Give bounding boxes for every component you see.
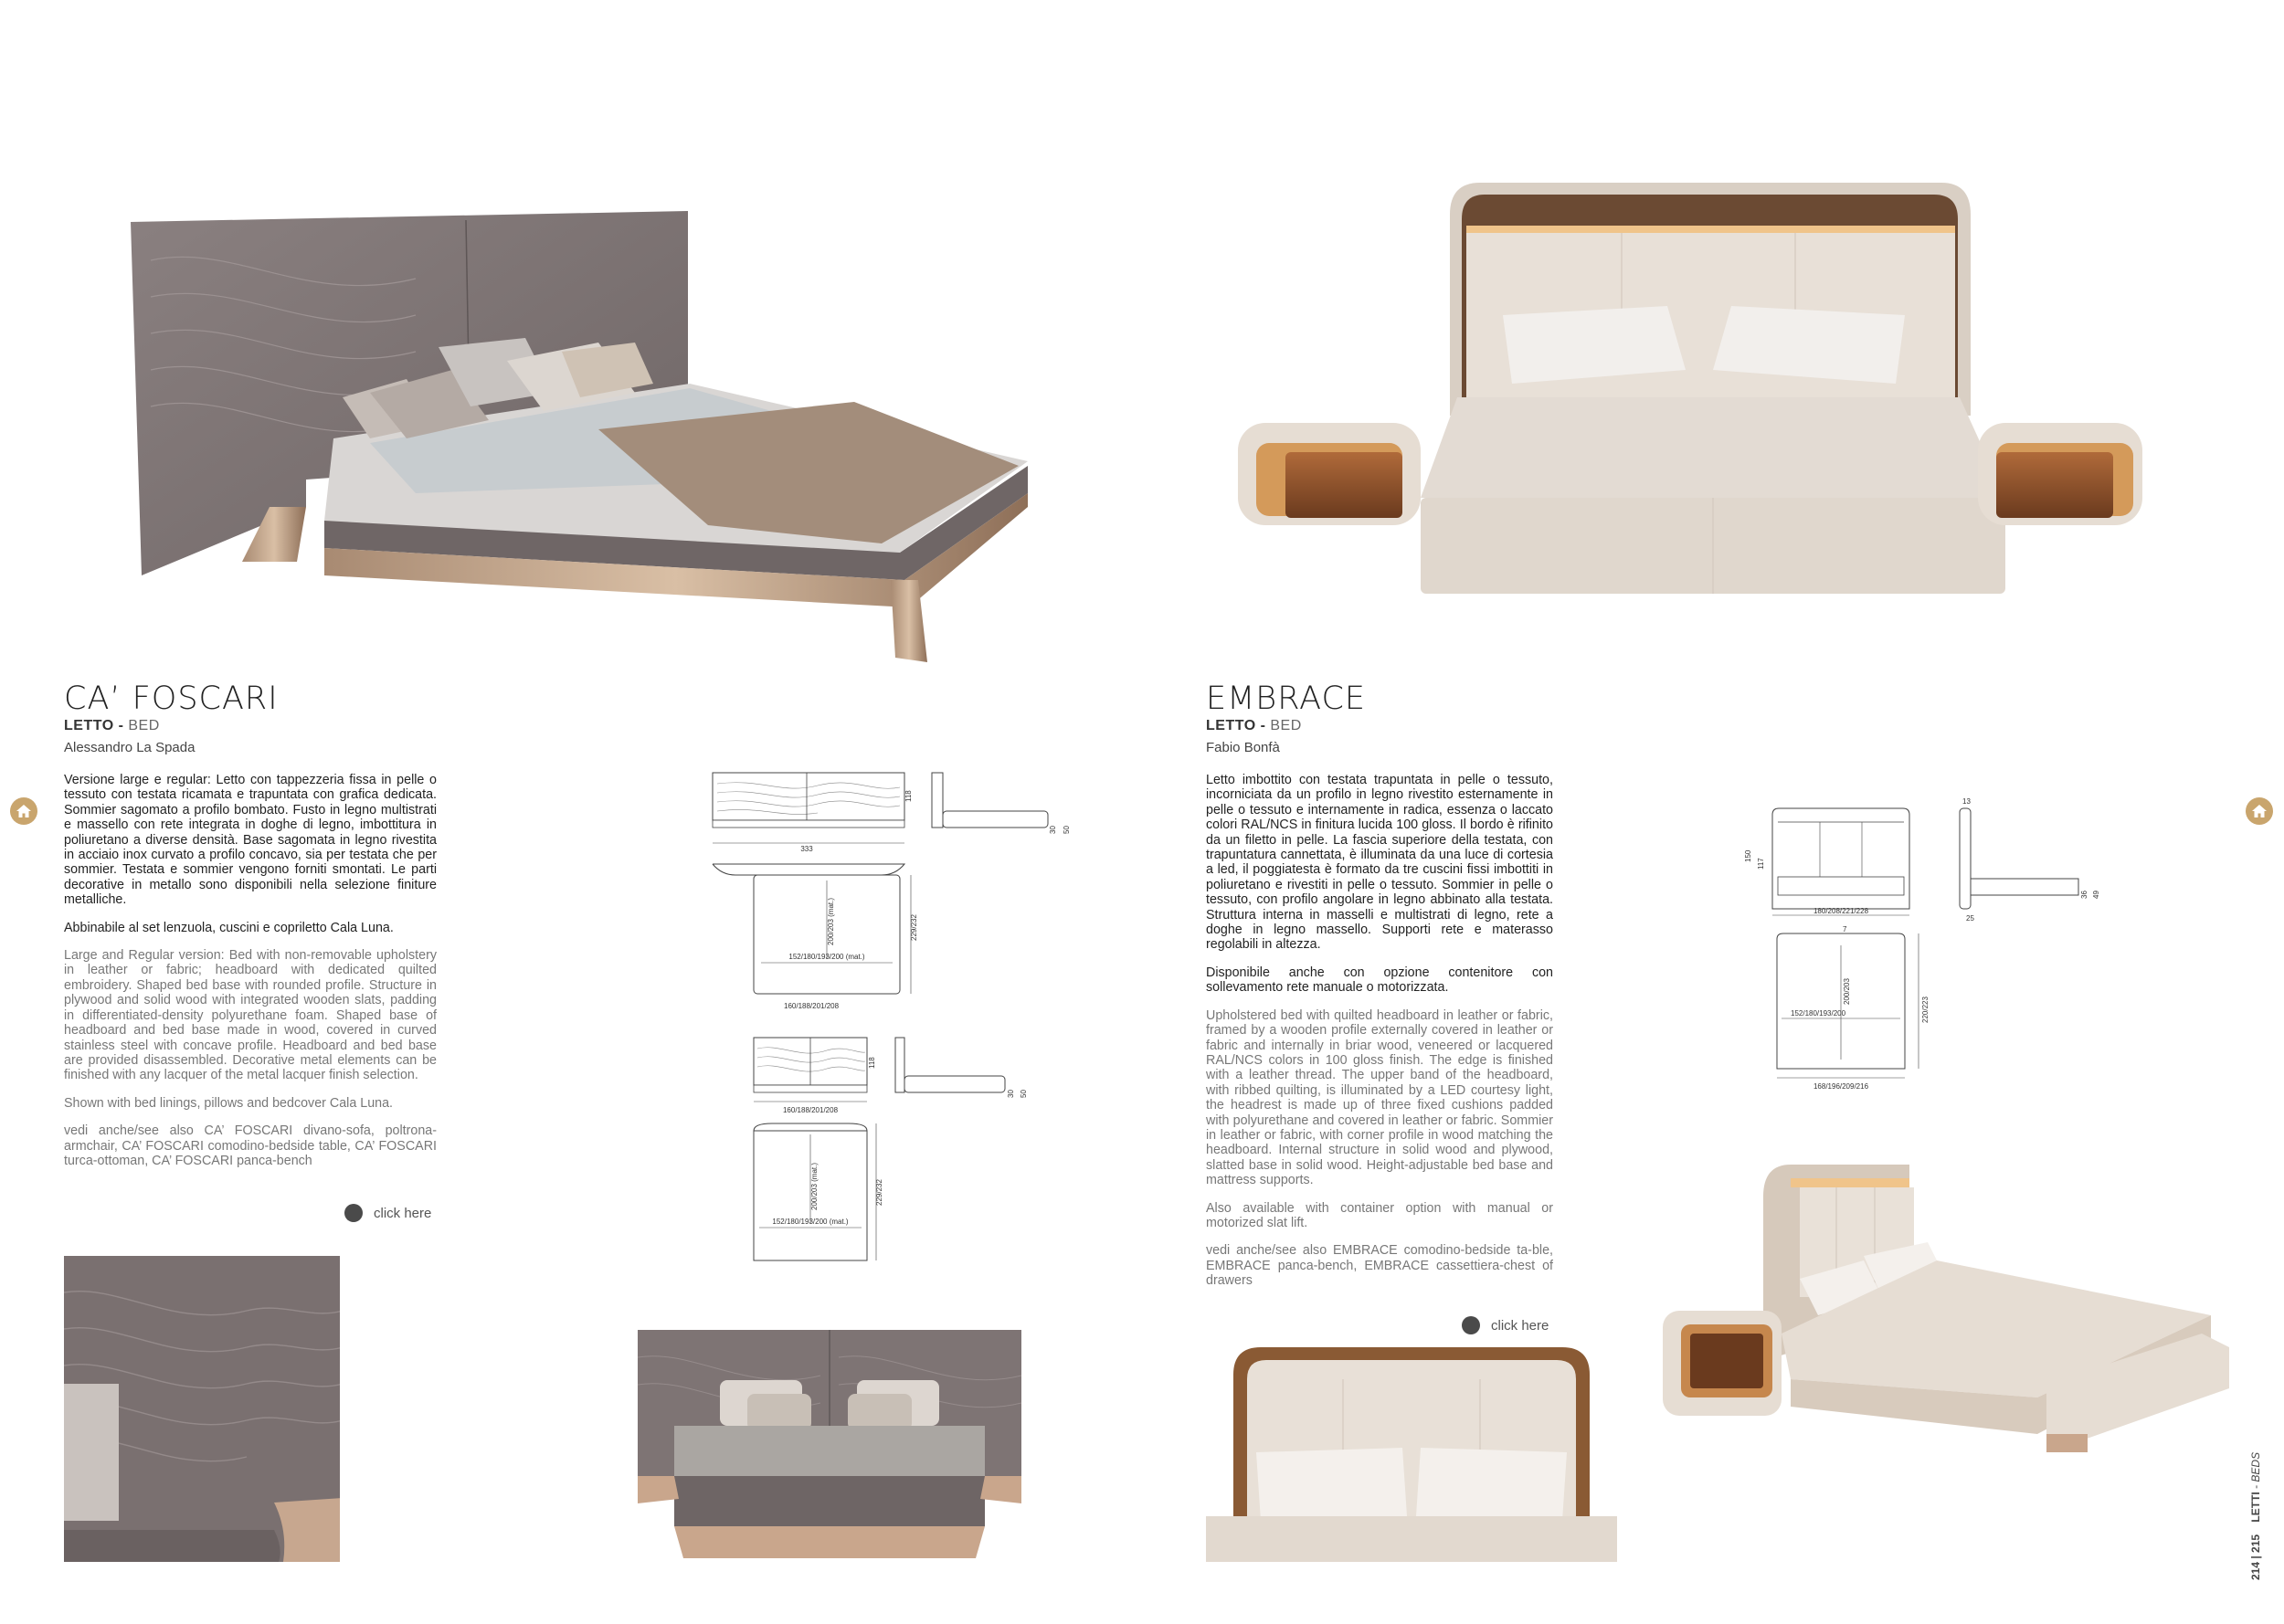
dim-side-depth: 25 [1966,914,1974,923]
product-description [64,773,437,1181]
embrace-drawings [1736,795,2120,1096]
designer-name-embrace: Fabio Bonfà [1206,740,1280,755]
bullet-icon [344,1204,363,1222]
footer-section-it: LETTI [2249,1492,2262,1523]
dim-large-side-b: 50 [1063,826,1071,834]
click-here-label: click here [374,1205,432,1221]
dim-regular-inner: 152/180/193/200 (mat.) [772,1218,849,1226]
option-en: Also available with container option with manual or motorized slat lift. [1206,1200,1553,1230]
dim-large-side-a: 30 [1049,826,1057,834]
dim-regular-side-a: 30 [1007,1090,1015,1098]
dim-regular-height: 118 [868,1057,876,1069]
description-it: Letto imbottito con testata trapuntata in pelle o tessuto, incorniciata da un profilo in legno rivestito esternamente in pelle o tessuto e internamente in radica, essenza o laccato colori RAL/NCS in finitura lucida 100 gloss. Il bordo è rifinito da un filetto in pelle. La fascia superiore della testata, con trapuntatura cannettata, è illuminata da una luce di cortesia a led, il poggiatesta è formato da tre cuscini fissi imbottiti in poliuretano e rivestiti in pelle o tessuto. Sommier in pelle o tessuto, con profilo angolare in legno abbinato alla testata. Struttura interna in masselli e multistrati di legno, rete a doghe in legno massello. Supporti rete e materasso regolabili in altezza. [1206,773,1553,953]
ca-foscari-large-drawings [708,767,1092,1005]
option-it: Disponibile anche con opzione contenitore con sollevamento rete manuale o motorizzata. [1206,965,1553,996]
footer-separator: - [2249,1482,2262,1492]
embrace-perspective-image [1663,1160,2229,1516]
dim-front-height-a: 150 [1744,849,1752,862]
embrace-detail-image [1206,1347,1617,1562]
click-here-link-embrace[interactable] [1462,1316,1549,1334]
dim-plan-top: 7 [1843,925,1847,933]
dim-large-depth-inner: 200/203 (mat.) [827,897,835,945]
dim-plan-depth: 220/223 [1921,997,1930,1023]
footer-pages: 214 | 215 [2249,1534,2262,1580]
see-also: vedi anche/see also CA’ FOSCARI divano-sofa, poltrona-armchair, CA’ FOSCARI comodino-bedside table, CA’ FOSCARI turca-ottoman, CA’ FOSCARI panca-bench [64,1123,437,1168]
dim-front-width: 180/208/221/228 [1813,907,1869,915]
dim-large-width: 333 [800,845,813,853]
ca-foscari-regular-drawings [745,1032,1055,1270]
click-here-link[interactable] [344,1204,431,1222]
dim-plan-inner-d: 200/203 [1843,978,1851,1005]
pairing-en: Shown with bed linings, pillows and bedcover Cala Luna. [64,1095,394,1111]
dim-side-b: 49 [2092,891,2100,899]
dim-plan-inner-w: 152/180/193/200 [1791,1009,1846,1018]
dim-regular-width: 160/188/201/208 [782,1106,839,1114]
dim-regular-depth-inner: 200/203 (mat.) [810,1162,819,1210]
designer-name: Alessandro La Spada [64,740,196,755]
dim-regular-side-b: 50 [1020,1090,1028,1098]
click-here-label: click here [1491,1317,1549,1334]
ca-foscari-hero-image [123,206,1028,671]
pairing-it: Abbinabile al set lenzuola, cuscini e copriletto Cala Luna. [64,920,394,935]
category-en: BED [128,718,160,733]
embrace-hero-image [1238,178,2142,626]
dim-side-a: 36 [2080,891,2088,899]
category-it: LETTO [1206,718,1256,733]
product-description-embrace [1206,773,1553,1302]
category-separator: - [113,718,129,733]
description-en: Upholstered bed with quilted headboard in leather or fabric, framed by a wooden profile externally covered in leather or fabric and internally in briar wood, veneered or lacquered RAL/NCS colors in 100 gloss finish. The edge is finished with a leather thread. The upper band of the headboard, with ribbed quilting, is illuminated by a LED courtesy light, the headrest is made up of three fixed cushions padded with polyurethane and covered in leather or fabric. Sommier in leather or fabric, with corner profile in wood matching the headboard. Internal structure in solid wood and plywood, slatted base in solid wood. Height-adjustable bed base and mattress supports. [1206,1007,1553,1188]
product-category [64,718,160,734]
product-title: CA’ FOSCARI [64,680,279,717]
category-separator: - [1255,718,1271,733]
dim-side-top: 13 [1962,797,1971,806]
dim-large-height: 118 [904,790,913,802]
product-title-embrace: EMBRACE [1206,680,1367,717]
category-en: BED [1270,718,1302,733]
bullet-icon [1462,1316,1480,1334]
home-icon[interactable] [2246,797,2273,825]
dim-regular-depth: 229/232 [875,1179,883,1206]
footer-section-en: BEDS [2249,1451,2262,1482]
see-also: vedi anche/see also EMBRACE comodino-bedside ta-ble, EMBRACE panca-bench, EMBRACE cassettiera-chest of drawers [1206,1243,1553,1289]
dim-plan-width: 168/196/209/216 [1813,1082,1869,1091]
dim-large-inner: 152/180/193/200 (mat.) [788,953,865,961]
dim-front-height-b: 117 [1757,858,1765,870]
ca-foscari-front-image [638,1330,1021,1567]
dim-large-depth: 229/232 [910,914,918,941]
category-it: LETTO [64,718,114,733]
product-category-embrace [1206,718,1302,734]
page-footer [2249,1452,2262,1580]
description-en: Large and Regular version: Bed with non-removable upholstery in leather or fabric; headboard with dedicated quilted embroidery. Shaped bed base with rounded profile. Structure in plywood and solid wood with integrated wooden slats, padding in differentiated-density polyurethane foam. Shaped base of headboard and bed base made in wood, covered in curved stainless steel with concave profile. Headboard and bed base are provided disassembled. Decorative metal elements can be finished with any lacquer of the metal lacquer finish selection. [64,948,437,1083]
description-it: Versione large e regular: Letto con tappezzeria fissa in pelle o tessuto con testata ricamata e trapuntata con grafica dedicata. Sommier sagomato a profilo bombato. Fusto in legno multistrati e massello con rete integrata in doghe di legno, imbottitura in poliuretano a diverse densità. Base sagomata in legno rivestita in acciaio inox curvato a profilo concavo, sia per testata che per sommier. Testata e sommier vengono forniti smontati. Le parti decorative in metallo sono disponibili nella selezione finiture metalliche. [64,773,437,908]
ca-foscari-detail-image [64,1256,343,1562]
dim-large-base: 160/188/201/208 [784,1002,840,1010]
home-icon[interactable] [10,797,37,825]
